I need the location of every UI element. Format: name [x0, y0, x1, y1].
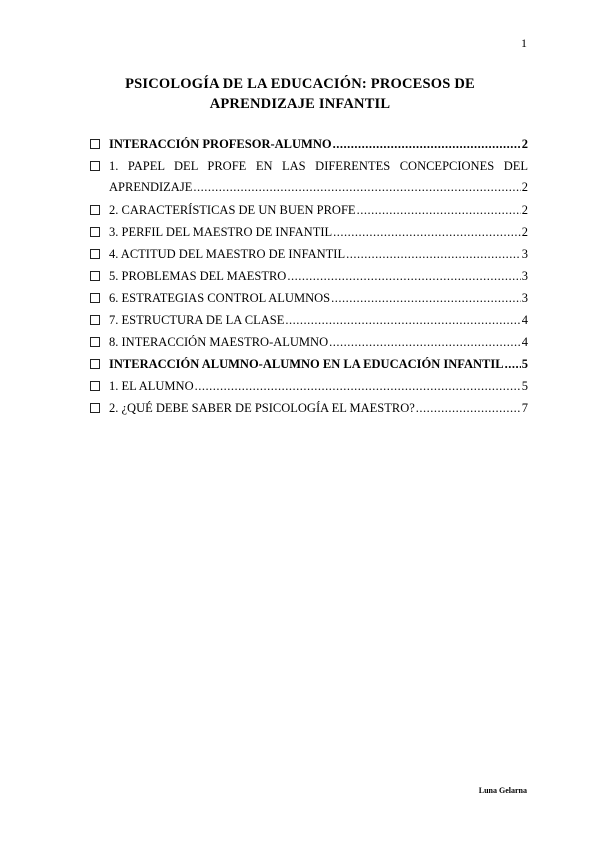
- toc-entry[interactable]: [90, 268, 528, 284]
- checkbox-icon[interactable]: [90, 403, 100, 413]
- dot-leader: [333, 224, 521, 240]
- toc-entry-page: 3: [521, 291, 528, 305]
- dot-leader: [346, 246, 521, 262]
- dot-leader: [505, 356, 521, 372]
- checkbox-icon[interactable]: [90, 139, 100, 149]
- toc-entry-page: 5: [521, 357, 528, 371]
- page-number: 1: [521, 36, 527, 50]
- toc-entry-label: APRENDIZAJE: [109, 180, 193, 194]
- checkbox-icon[interactable]: [90, 381, 100, 391]
- toc-entry-page: 4: [521, 313, 528, 327]
- checkbox-icon[interactable]: [90, 227, 100, 237]
- dot-leader: [285, 312, 520, 328]
- checkbox-icon[interactable]: [90, 271, 100, 281]
- dot-leader: [329, 334, 521, 350]
- checkbox-icon[interactable]: [90, 249, 100, 259]
- toc-entry-label: 2. ¿QUÉ DEBE SABER DE PSICOLOGÍA EL MAESTRO?: [109, 401, 415, 415]
- toc-entry-page: 4: [521, 335, 528, 349]
- document-title: PSICOLOGÍA DE LA EDUCACIÓN: PROCESOS DE APRENDIZAJE INFANTIL: [125, 76, 475, 112]
- toc-entry[interactable]: [90, 224, 528, 240]
- toc-entry-page: 5: [521, 379, 528, 393]
- toc-entry[interactable]: [90, 290, 528, 306]
- checkbox-icon[interactable]: [90, 315, 100, 325]
- checkbox-icon[interactable]: [90, 293, 100, 303]
- toc-entry-label: 1. EL ALUMNO: [109, 379, 194, 393]
- toc-entry-page: 7: [521, 401, 528, 415]
- toc-entry-label-line1: 1. PAPEL DEL PROFE EN LAS DIFERENTES CONCEPCIONES DEL: [109, 159, 528, 173]
- checkbox-icon[interactable]: [90, 161, 100, 171]
- toc-entry-page: 3: [521, 247, 528, 261]
- toc-entry-label: 2. CARACTERÍSTICAS DE UN BUEN PROFE: [109, 203, 356, 217]
- checkbox-icon[interactable]: [90, 205, 100, 215]
- toc-entry-label: 4. ACTITUD DEL MAESTRO DE INFANTIL: [109, 247, 346, 261]
- toc-entry[interactable]: [90, 312, 528, 328]
- toc-entry[interactable]: [90, 334, 528, 350]
- toc-entry-label: 3. PERFIL DEL MAESTRO DE INFANTIL: [109, 225, 333, 239]
- toc-entry[interactable]: [90, 400, 528, 416]
- dot-leader: [331, 290, 521, 306]
- toc-entry-page: 2: [521, 180, 528, 194]
- toc-entry-page: 2: [521, 225, 528, 239]
- dot-leader: [333, 136, 521, 152]
- toc-entry-label: 6. ESTRATEGIAS CONTROL ALUMNOS: [109, 291, 331, 305]
- toc-entry-label: 7. ESTRUCTURA DE LA CLASE: [109, 313, 285, 327]
- toc-entry-page: 2: [521, 203, 528, 217]
- toc-entry[interactable]: [90, 136, 528, 152]
- toc-entry[interactable]: [90, 356, 528, 372]
- toc-entry-page: 2: [521, 137, 528, 151]
- toc-entry-label: 8. INTERACCIÓN MAESTRO-ALUMNO: [109, 335, 329, 349]
- dot-leader: [287, 268, 520, 284]
- toc-entry[interactable]: [90, 246, 528, 262]
- toc-entry[interactable]: [90, 202, 528, 218]
- toc-entry[interactable]: [90, 378, 528, 394]
- dot-leader: [416, 400, 521, 416]
- dot-leader: [357, 202, 521, 218]
- toc-entry-page: 3: [521, 269, 528, 283]
- checkbox-icon[interactable]: [90, 337, 100, 347]
- toc-entry-label: INTERACCIÓN ALUMNO-ALUMNO EN LA EDUCACIÓN INFANTIL: [109, 357, 504, 371]
- footer-author: Luna Gelarna: [478, 786, 527, 795]
- toc-entry-label: 5. PROBLEMAS DEL MAESTRO: [109, 269, 287, 283]
- dot-leader: [195, 378, 521, 394]
- toc-entry-label: INTERACCIÓN PROFESOR-ALUMNO: [109, 137, 332, 151]
- toc-entry[interactable]: [90, 158, 528, 195]
- checkbox-icon[interactable]: [90, 359, 100, 369]
- dot-leader: [193, 179, 520, 195]
